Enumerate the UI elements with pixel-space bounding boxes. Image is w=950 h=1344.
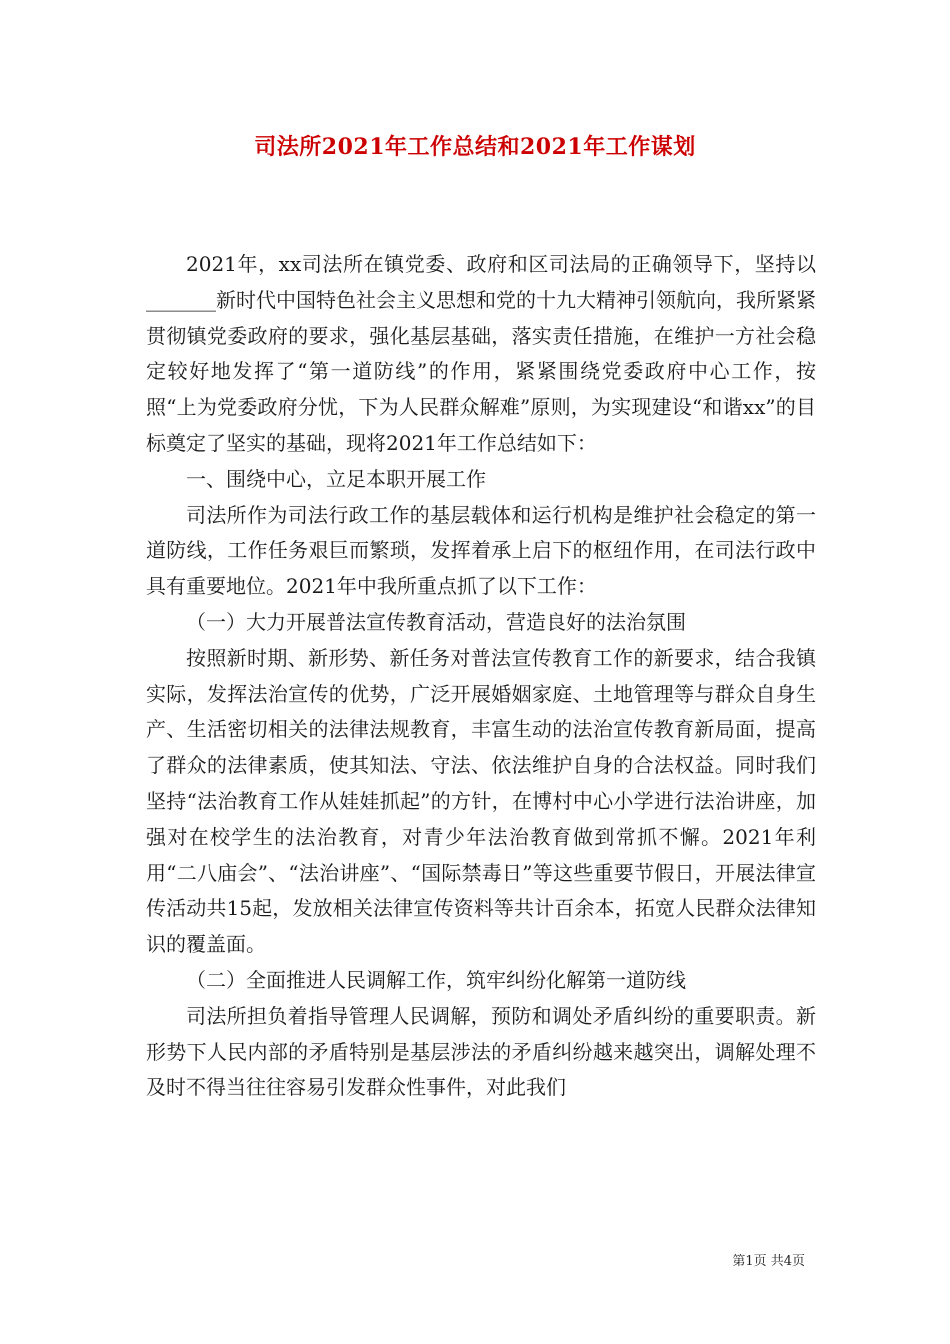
page-number-footer: 第1页 共4页 — [732, 1254, 805, 1269]
subsection-heading-1: （一）大力开展普法宣传教育活动，营造良好的法治氛围 — [186, 609, 686, 634]
paragraph-subsection-2: 司法所担负着指导管理人民调解，预防和调处矛盾纠纷的重要职责。新形势下人民内部的矛盾特别是基层涉法的矛盾纠纷越来越突出，调解处理不及时不得当往往容易引发群众性事件，对此我们 — [146, 1003, 816, 1100]
document-body — [146, 247, 816, 1106]
document-title: 司法所2021年工作总结和2021年工作谋划 — [254, 134, 696, 160]
paragraph-subsection-1: 按照新时期、新形势、新任务对普法宣传教育工作的新要求，结合我镇实际，发挥法治宣传的优势，广泛开展婚姻家庭、土地管理等与群众自身生产、生活密切相关的法律法规教育，丰富生动的法治宣传教育新局面，提高了群众的法律素质，使其知法、守法、依法维护自身的合法权益。同时我们坚持“法治教育工作从娃娃抓起”的方针，在博村中心小学进行法治讲座，加强对在校学生的法治教育，对青少年法治教育做到常抓不懈。2021年利用“二八庙会”、“法治讲座”、“国际禁毒日”等这些重要节假日，开展法律宣传活动共15起，发放相关法律宣传资料等共计百余本，拓宽人民群众法律知识的覆盖面。 — [146, 645, 816, 957]
paragraph-section-1: 司法所作为司法行政工作的基层载体和运行机构是维护社会稳定的第一道防线，工作任务艰巨而繁琐，发挥着承上启下的枢纽作用，在司法行政中具有重要地位。2021年中我所重点抓了以下工作： — [146, 502, 816, 599]
section-heading-1: 一、围绕中心，立足本职开展工作 — [186, 466, 486, 491]
subsection-heading-2: （二）全面推进人民调解工作，筑牢纠纷化解第一道防线 — [186, 967, 686, 992]
paragraph-intro: 2021年，xx司法所在镇党委、政府和区司法局的正确领导下，坚持以_______新时代中国特色社会主义思想和党的十九大精神引领航向，我所紧紧贯彻镇党委政府的要求，强化基层基础，落实责任措施，在维护一方社会稳定较好地发挥了“第一道防线”的作用，紧紧围绕党委政府中心工作，按照“上为党委政府分忧，下为人民群众解难”原则，为实现建设“和谐xx”的目标奠定了坚实的基础，现将2021年工作总结如下： — [146, 252, 816, 455]
